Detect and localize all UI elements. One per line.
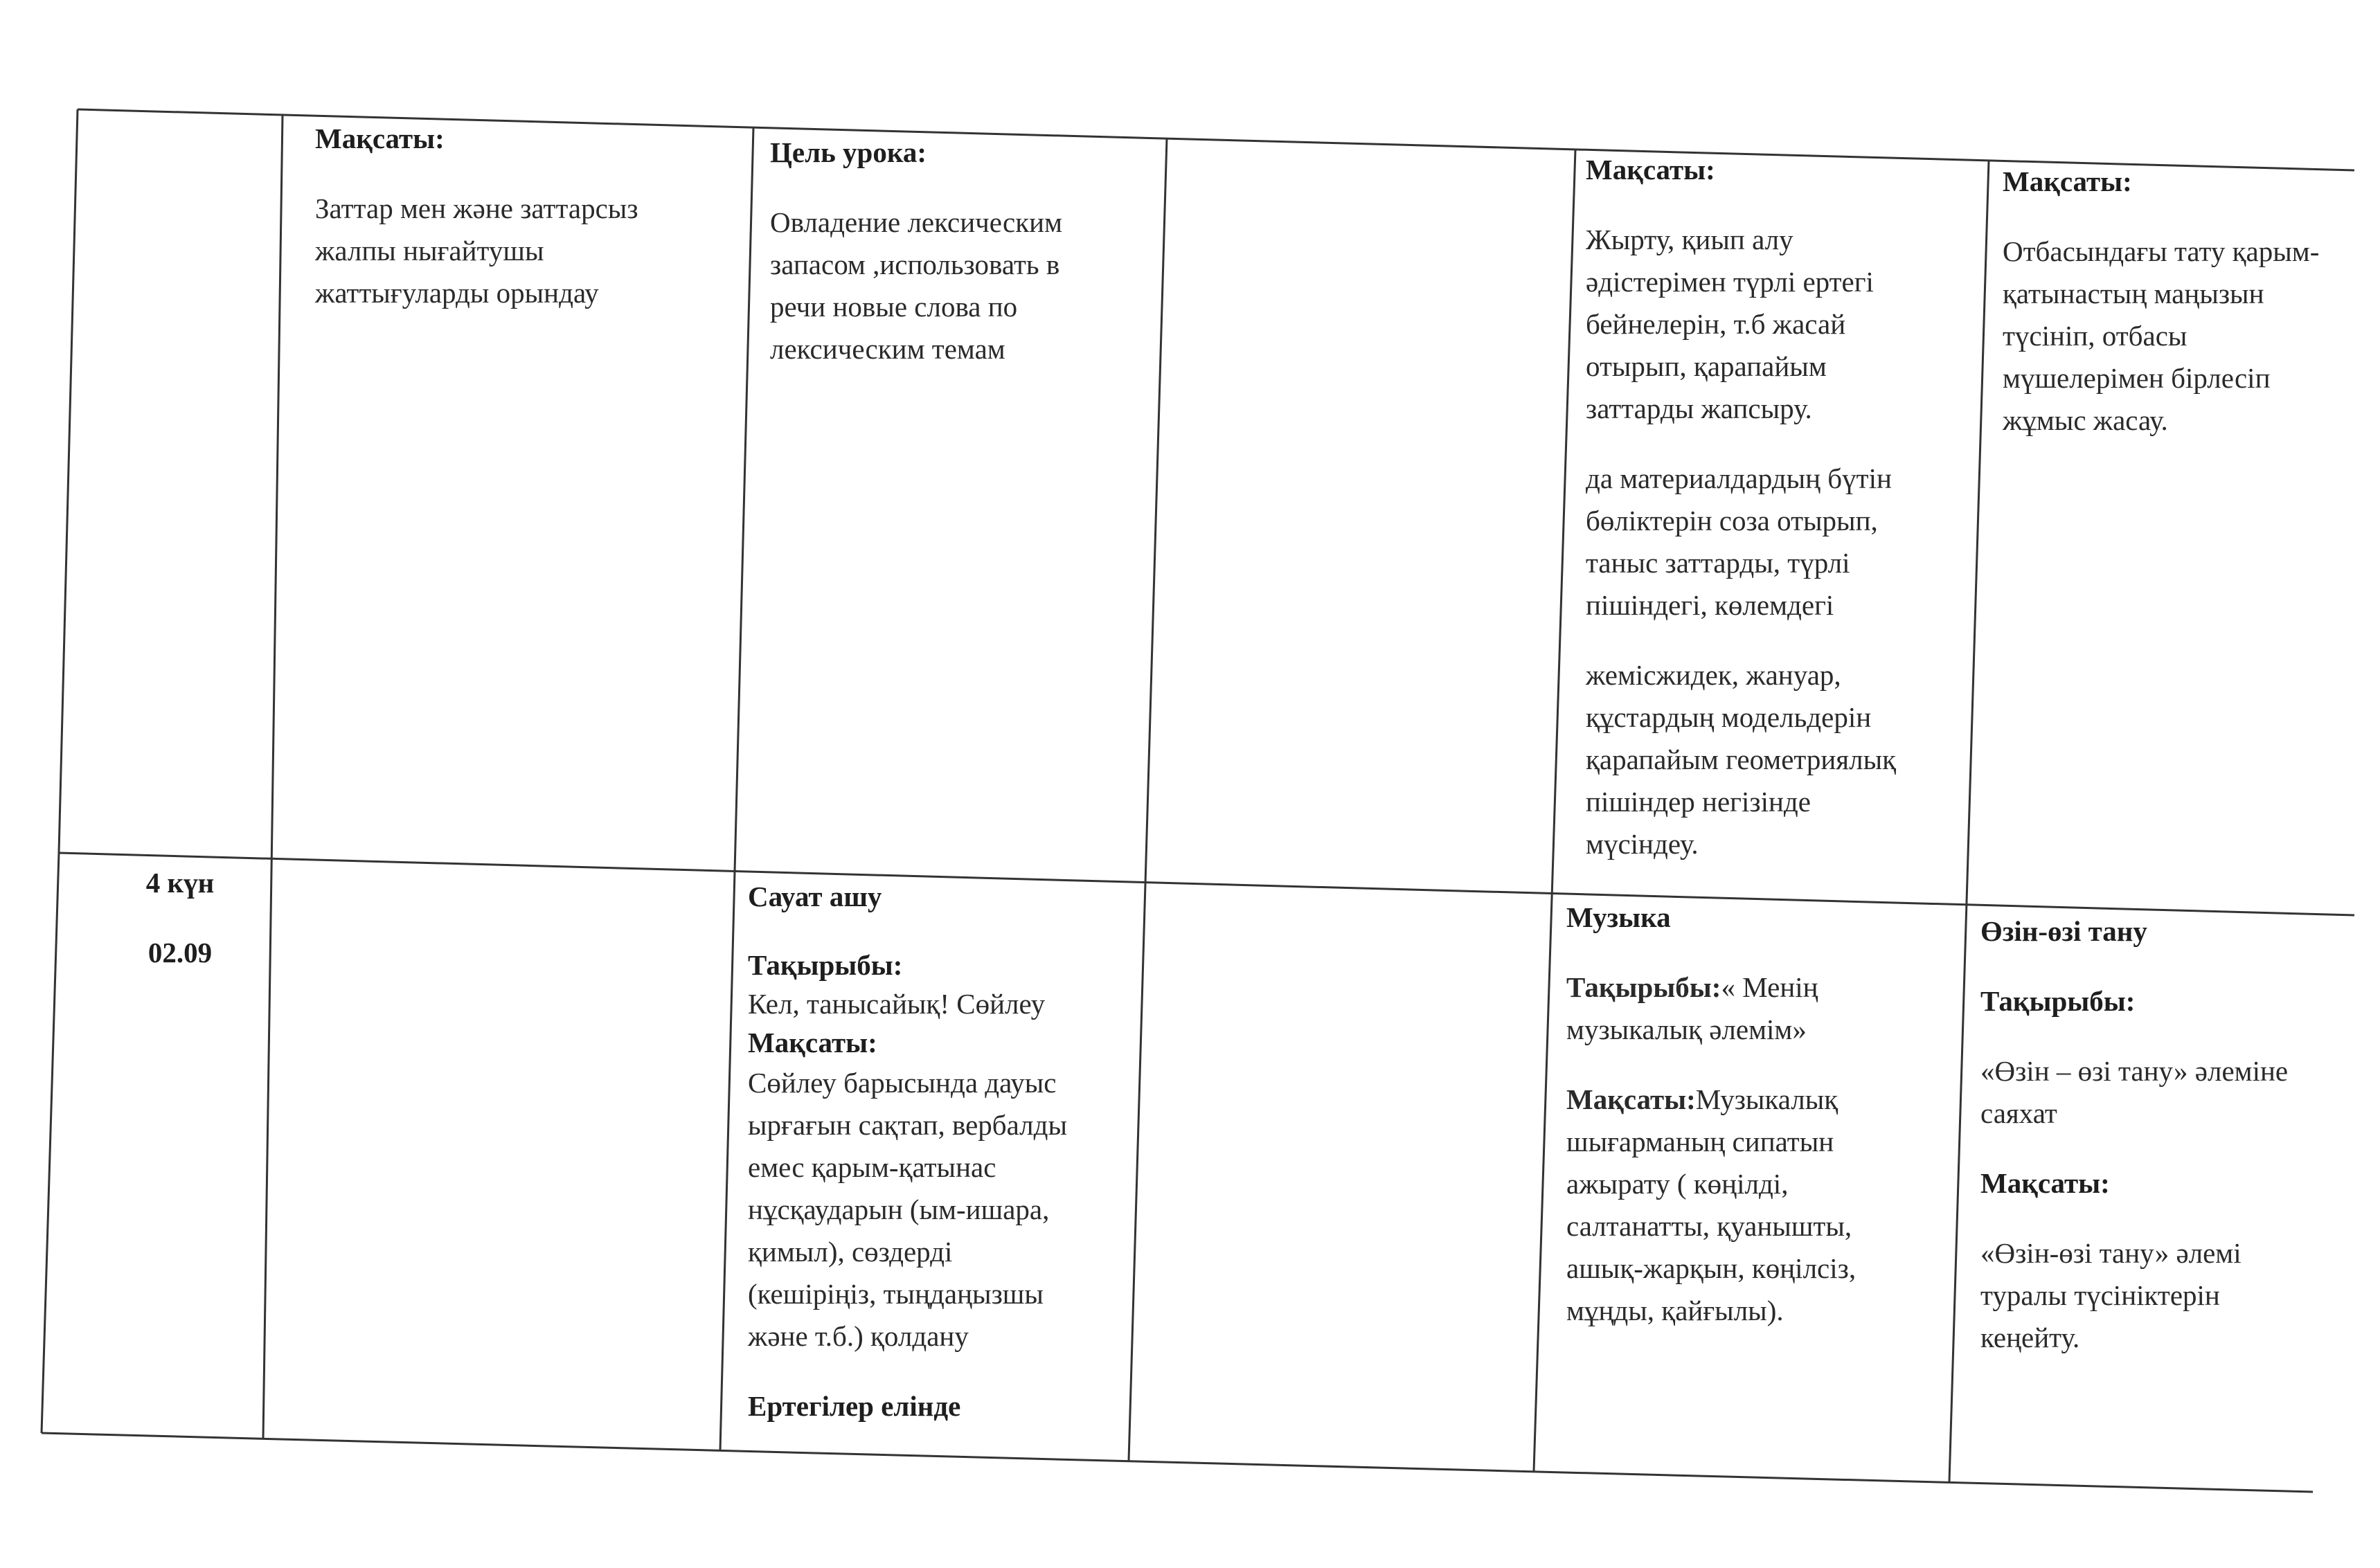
goal-text-part-1: Жырту, қиып алу әдістерімен түрлі ертегі бейнелерін, т.б жасай отырып, қарапайым заттарды жапсыру. [1586, 224, 1874, 424]
topic-line [1566, 966, 1968, 1051]
goal-text: Сөйлеу барысында дауыс ырғағын сақтап, вербалды емес қарым-қатынас нұсқаударын (ым-ишара, қимыл), сөздерді (кешіріңіз, тыңдаңызшы және т.б.) қолдану [748, 1067, 1068, 1352]
goal-heading: Мақсаты: [748, 1027, 877, 1058]
goal-heading: Мақсаты: [315, 123, 445, 154]
day-cell [118, 862, 242, 974]
subject-title: Музыка [1566, 901, 1671, 933]
lesson-goal-heading: Цель урока: [770, 136, 927, 168]
next-activity-title: Ертегілер елінде [748, 1390, 961, 1422]
goal-heading: Мақсаты: [1566, 1083, 1696, 1115]
col-divider-1b [42, 853, 59, 1433]
topic-heading: Тақырыбы: [748, 949, 903, 981]
col-divider-1 [59, 109, 78, 853]
row2-col6-cell [1980, 910, 2354, 1359]
goal-heading: Мақсаты: [1980, 1167, 2110, 1199]
row-divider [59, 853, 2354, 915]
goal-heading: Мақсаты: [1586, 154, 1715, 186]
row1-col3-cell [770, 132, 1158, 370]
goal-heading: Мақсаты: [2003, 165, 2132, 197]
topic-text: Кел, танысайық! Сөйлеу [748, 988, 1046, 1020]
goal-text-part-2: да материалдардың бүтін бөліктерін соза отырып, таныс заттарды, түрлі пішіндегі, көлемдегі [1586, 462, 1892, 621]
col-divider-2 [263, 115, 283, 1439]
goal-text: Отбасындағы тату қарым- қатынастың маңызын түсініп, отбасы мүшелерімен бірлесіп жұмыс жасау. [2003, 235, 2320, 436]
subject-title: Өзін-өзі тану [1980, 915, 2147, 947]
row2-col5-cell [1566, 896, 1968, 1332]
row1-col2-cell [315, 118, 717, 314]
subject-title: Сауат ашу [748, 881, 882, 912]
goal-text: Заттар мен және заттарсыз жалпы нығайтушы жаттығуларды орындау [315, 192, 638, 309]
row2-col3-cell [748, 876, 1136, 1427]
table-bottom-border [42, 1433, 2313, 1492]
goal-line [1566, 1079, 1968, 1332]
goal-text: Музыкалық шығарманың сипатын ажырату ( көңілді, салтанатты, қуанышты, ашық-жарқын, көңілсіз, мұңды, қайғылы). [1566, 1083, 1856, 1326]
row1-col5-cell [1586, 149, 1987, 865]
row1-col6-cell [2003, 161, 2363, 442]
topic-text: «Өзін – өзі тану» әлеміне саяхат [1980, 1055, 2289, 1129]
lesson-goal-text: Овладение лексическим запасом ,использовать в речи новые слова по лексическим темам [770, 206, 1063, 365]
goal-text: «Өзін-өзі тану» әлемі туралы түсініктерін кеңейту. [1980, 1237, 2242, 1353]
goal-text-part-3: жемісжидек, жануар, құстардың модельдерін қарапайым геометриялық пішіндер негізінде мүсіндеу. [1586, 659, 1897, 860]
topic-heading: Тақырыбы: [1980, 985, 2136, 1017]
topic-text: « Менің музыкалық әлемім» [1566, 971, 1818, 1045]
day-date: 02.09 [147, 937, 213, 968]
day-label: 4 күн [145, 867, 215, 899]
topic-heading: Тақырыбы: [1566, 971, 1721, 1003]
